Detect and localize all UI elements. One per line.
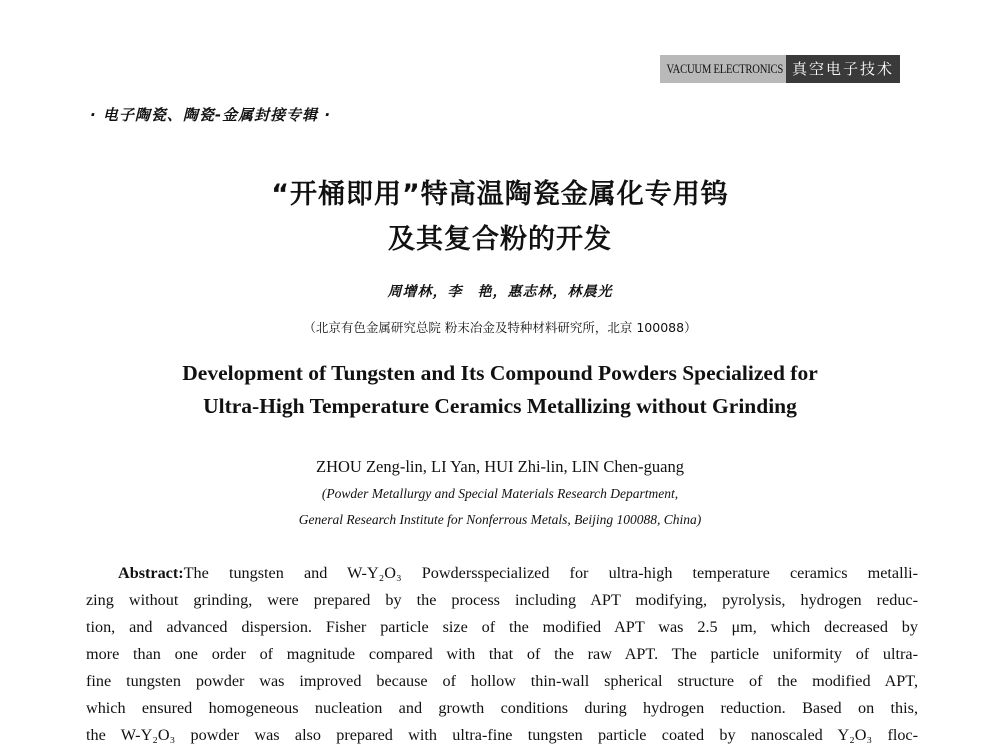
abstract-line	[86, 560, 918, 587]
section-tag: · 电子陶瓷、陶瓷-金属封接专辑 ·	[90, 106, 332, 124]
title-cn-line-1: “开桶即用”特高温陶瓷金属化专用钨	[271, 179, 729, 210]
authors-en: ZHOU Zeng-lin, LI Yan, HUI Zhi-lin, LIN Chen-guang	[316, 457, 684, 476]
journal-name-en: VACUUM ELECTRONICS	[660, 55, 788, 83]
abstract-line: fine tungsten powder was improved because of hollow thin-wall spherical structure of the modified APT,	[86, 672, 918, 690]
affiliation-cn: （北京有色金属研究总院 粉末冶金及特种材料研究所，北京 100088）	[303, 320, 697, 335]
journal-name-cn: 真空电子技术	[786, 55, 900, 83]
abstract-label: Abstract:	[118, 564, 184, 582]
title-cn-line-2: 及其复合粉的开发	[388, 224, 612, 255]
authors-cn: 周增林，李 艳，惠志林，林晨光	[387, 284, 613, 300]
abstract-line: more than one order of magnitude compared with that of the raw APT. The particle uniformity of ultra-	[86, 645, 918, 663]
abstract-line: tion, and advanced dispersion. Fisher particle size of the modified APT was 2.5 μm, which decreased by	[86, 618, 918, 636]
abstract-line: zing without grinding, were prepared by the process including APT modifying, pyrolysis, hydrogen reduc-	[86, 591, 918, 609]
abstract	[86, 560, 918, 749]
abstract-line: the W-Y₂O₃ powder was also prepared with ultra-fine tungsten particle coated by nanoscaled Y₂O₃ floc-	[86, 726, 918, 744]
affiliation-en-line-2: General Research Institute for Nonferrous Metals, Beijing 100088, China)	[298, 512, 702, 527]
title-en-line-2: Ultra-High Temperature Ceramics Metallizing without Grinding	[203, 394, 797, 418]
abstract-line-text: The tungsten and W-Y₂O₃ Powdersspecialized for ultra-high temperature ceramics metalli-	[183, 564, 918, 582]
abstract-line: which ensured homogeneous nucleation and growth conditions during hydrogen reduction. Based on this,	[86, 699, 918, 717]
affiliation-en-line-1: (Powder Metallurgy and Special Materials Research Department,	[321, 486, 679, 501]
journal-header-tag	[660, 55, 895, 83]
title-en-line-1: Development of Tungsten and Its Compound Powders Specialized for	[182, 361, 818, 385]
